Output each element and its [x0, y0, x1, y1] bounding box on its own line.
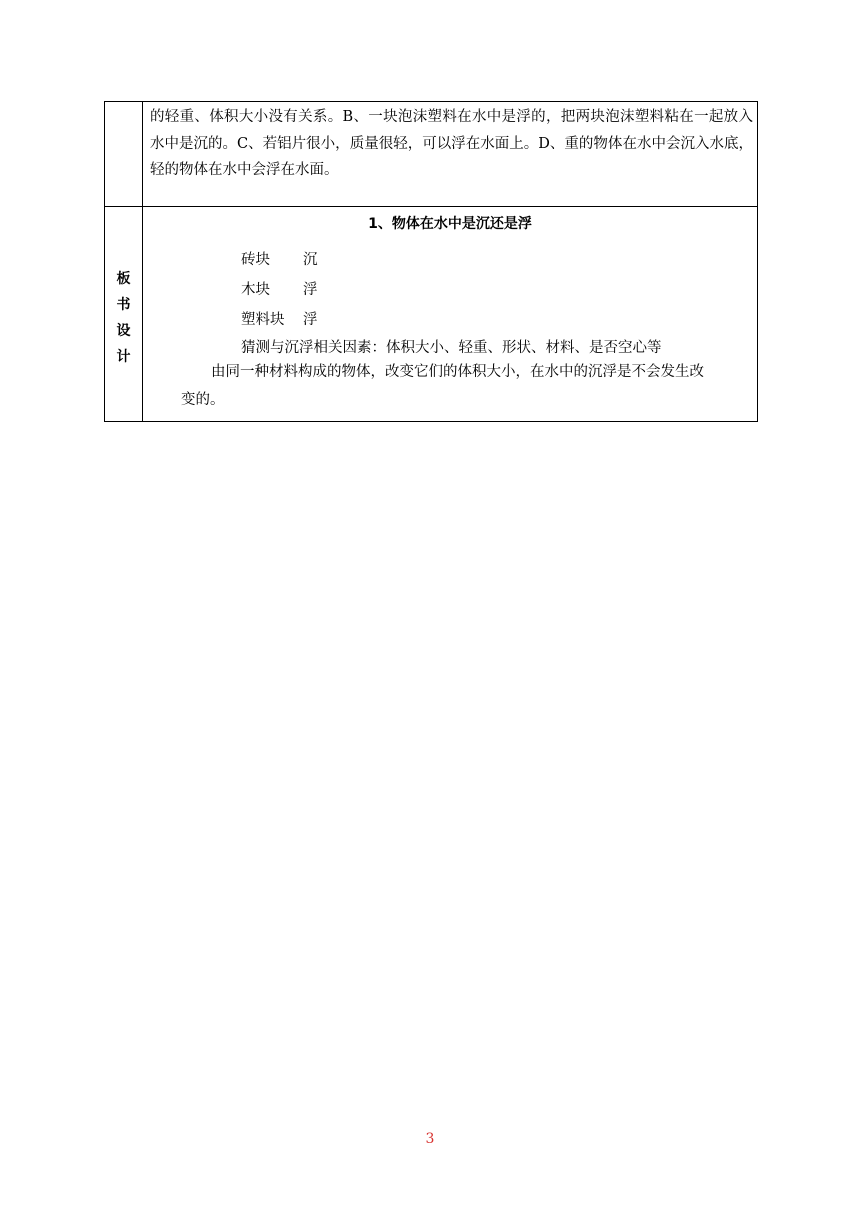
- label-char-4: 计: [116, 349, 131, 365]
- board-design-content-cell: [143, 207, 758, 422]
- continuation-label-cell: [105, 102, 143, 207]
- board-item-object: 砖块: [241, 252, 270, 268]
- board-item-row: [241, 308, 318, 329]
- board-title: 1、物体在水中是沉还是浮: [368, 216, 532, 232]
- board-item-object: 塑料块: [241, 312, 285, 328]
- continuation-text: 的轻重、体积大小没有关系。B、一块泡沫塑料在水中是浮的，把两块泡沫塑料粘在一起放入水中是沉的。C、若铝片很小，质量很轻，可以浮在水面上。D、重的物体在水中会沉入水底，轻的物体在水中会浮在水面。: [150, 109, 753, 178]
- board-conclusion-line-1: 由同一种材料构成的物体，改变它们的体积大小，在水中的沉浮是不会发生改: [211, 364, 704, 380]
- board-item-row: [241, 248, 318, 269]
- board-item-result: 浮: [303, 312, 318, 328]
- continuation-content-cell: [143, 102, 758, 207]
- board-conclusion: [181, 358, 751, 414]
- board-item-result: 沉: [303, 252, 318, 268]
- board-factors: 猜测与沉浮相关因素：体积大小、轻重、形状、材料、是否空心等: [241, 340, 662, 356]
- board-item-row: [241, 278, 318, 299]
- board-design-content: [143, 207, 757, 413]
- board-conclusion-line-2: 变的。: [181, 392, 225, 408]
- lesson-table: [104, 101, 758, 422]
- label-char-3: 设: [116, 323, 131, 339]
- board-design-label: [105, 207, 143, 422]
- board-item-result: 浮: [303, 282, 318, 298]
- page-number: 3: [425, 1131, 435, 1147]
- label-char-2: 书: [116, 297, 131, 313]
- board-design-row: [105, 207, 758, 422]
- label-char-1: 板: [116, 271, 131, 287]
- board-item-object: 木块: [241, 282, 270, 298]
- continuation-row: [105, 102, 758, 207]
